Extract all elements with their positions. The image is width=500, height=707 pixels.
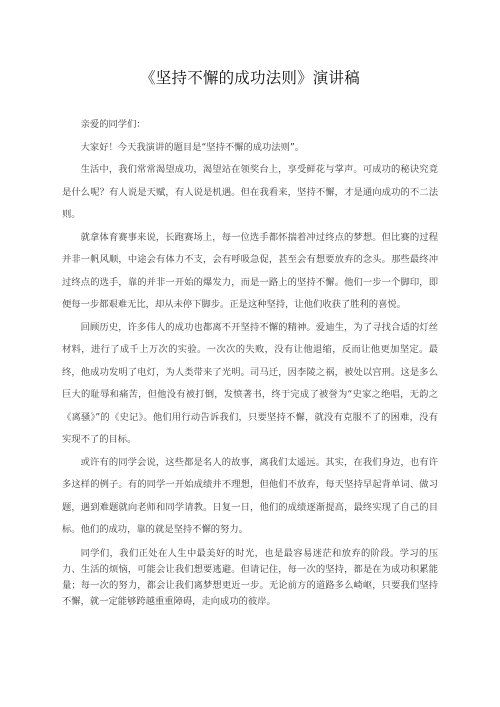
paragraph-greeting: 大家好！今天我演讲的题目是“坚持不懈的成功法则”。: [80, 141, 305, 153]
paragraph-classmates: 或许有的同学会说，这些都是名人的故事，离我们太遥远。其实，在我们身边，也有许多这样的例子。有的同学一开始成绩并不理想，但他们不放弃，每天坚持早起背单词、做习题，遇到难题就向老师和同学请教。日复一日，他们的成绩逐渐提高，最终实现了自己的目标。他们的成功，靠的就是坚持不懈的努力。: [62, 456, 438, 535]
document-body: [62, 114, 438, 610]
paragraph-sports: 就拿体育赛事来说，长跑赛场上，每一位选手都怀揣着冲过终点的梦想。但比赛的过程并非一帆风顺，中途会有体力不支，会有呼吸急促，甚至会有想要放弃的念头。那些最终冲过终点的选手，靠的并非一开始的爆发力，而是一路上的坚持不懈。他们一步一个脚印，即便每一步都艰难无比，却从未停下脚步。正是这种坚持，让他们收获了胜利的喜悦。: [62, 231, 438, 310]
paragraph-intro: 生活中，我们常常渴望成功，渴望站在领奖台上，享受鲜花与掌声。可成功的秘诀究竟是什么呢？有人说是天赋，有人说是机遇。但在我看来，坚持不懈，才是通向成功的不二法则。: [62, 164, 438, 220]
paragraph-history: 回顾历史，许多伟人的成功也都离不开坚持不懈的精神。爱迪生，为了寻找合适的灯丝材料，进行了成千上万次的实验。一次次的失败，没有让他退缩，反而让他更加坚定。最终，他成功发明了电灯，为人类带来了光明。司马迁，因李陵之祸，被处以宫刑。这是多么巨大的耻辱和痛苦，但他没有被打倒，发愤著书，终于完成了被誉为“史家之绝唱，无韵之《离骚》”的《史记》。他们用行动告诉我们，只要坚持不懈，就没有克服不了的困难，没有实现不了的目标。: [62, 321, 438, 445]
salutation: 亲爱的同学们：: [80, 119, 146, 130]
paragraph-conclusion: 同学们，我们正处在人生中最美好的时光，也是最容易迷茫和放弃的阶段。学习的压力、生活的烦恼，可能会让我们想要逃避。但请记住，每一次的坚持，都是在为成功积累能量；每一次的努力，都会让我们离梦想更近一步。无论前方的道路多么崎岖，只要我们坚持不懈，就一定能够跨越重重障碍，走向成功的彼岸。: [62, 547, 438, 607]
document-title: 《坚持不懈的成功法则》演讲稿: [140, 69, 360, 87]
